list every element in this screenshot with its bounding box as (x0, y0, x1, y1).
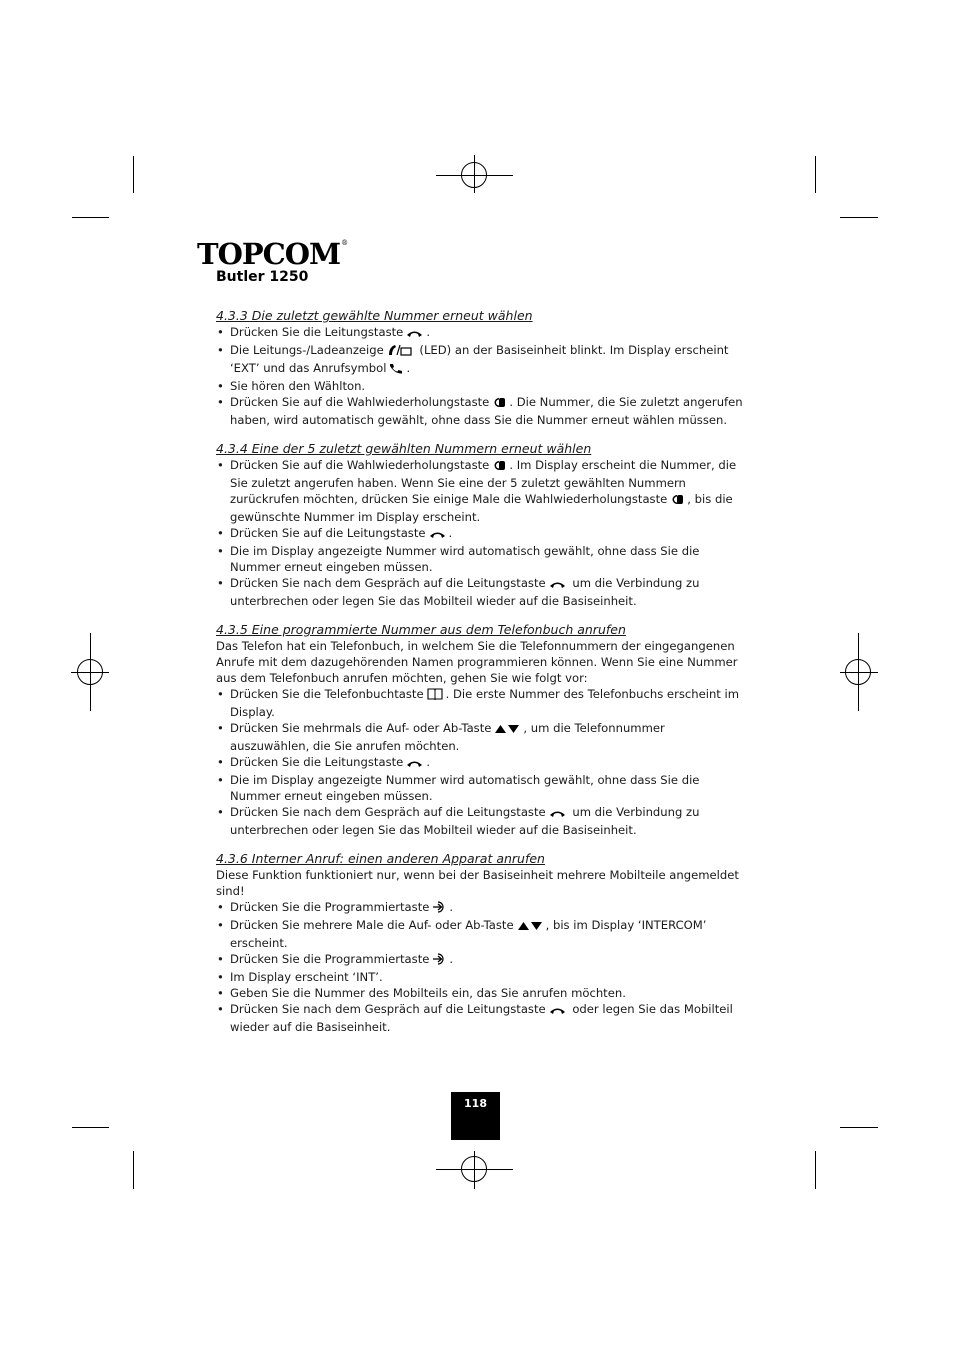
phone-off-hook-icon (429, 527, 446, 543)
item-text: Drücken Sie auf die Wahlwiederholungstaste (230, 458, 490, 472)
program-key-icon (432, 901, 446, 917)
list-item (216, 525, 746, 543)
phone-off-hook-icon (549, 1003, 566, 1019)
section-heading: 4.3.6 Interner Anruf: einen anderen Apparat anrufen (216, 851, 545, 866)
list-item (216, 720, 746, 754)
item-text-after: (LED) an der Basiseinheit blinkt. Im Display erscheint ‘EXT’ und das Anrufsymbol (230, 343, 729, 375)
list-item (216, 457, 746, 525)
item-text-after: . Die Nummer, die Sie zuletzt angerufen haben, wird automatisch gewählt, ohne dass Sie die Nummer erneut wählen müssen. (230, 395, 743, 427)
item-text-after: , bis im Display ‘INTERCOM’ erscheint. (230, 918, 707, 950)
phone-off-hook-icon (549, 806, 566, 822)
call-symbol-icon (389, 362, 403, 378)
list-item (216, 951, 746, 969)
list-item (216, 394, 746, 428)
list-item (216, 575, 746, 609)
section (216, 308, 746, 428)
phone-off-hook-icon (549, 577, 566, 593)
item-text-after: um die Verbindung zu unterbrechen oder legen Sie das Mobilteil wieder auf die Basiseinheit. (230, 805, 700, 837)
item-text: Die Leitungs-/Ladeanzeige (230, 343, 384, 357)
item-text: Drücken Sie mehrere Male die Auf- oder Ab-Taste (230, 918, 514, 932)
item-text-after: . Im Display erscheint die Nummer, die Sie zuletzt angerufen haben. Wenn Sie eine der 5 zuletzt gewählten Nummern zurückrufen möchten, drücken Sie einige Male die Wahlwiederholungstaste (230, 458, 737, 506)
item-text-after: , um die Telefonnummer auszuwählen, die Sie anrufen möchten. (230, 721, 665, 753)
list-item (216, 378, 746, 394)
list-item (216, 543, 746, 575)
item-text: Drücken Sie auf die Leitungstaste (230, 526, 426, 540)
phonebook-icon (427, 687, 443, 704)
bullet-list (216, 324, 746, 428)
page-number: 118 (464, 1097, 487, 1110)
section-heading: 4.3.5 Eine programmierte Nummer aus dem Telefonbuch anrufen (216, 622, 626, 637)
page-number-box (451, 1092, 500, 1140)
item-text: Geben Sie die Nummer des Mobilteils ein, das Sie anrufen möchten. (230, 986, 626, 1000)
topcom-logo: TOPCOM® (197, 237, 348, 271)
line-charge-led-icon (387, 344, 413, 360)
model-name: Butler 1250 (216, 269, 309, 285)
list-item (216, 754, 746, 772)
redial-icon (492, 396, 506, 412)
item-text-after: um die Verbindung zu unterbrechen oder legen Sie das Mobilteil wieder auf die Basiseinheit. (230, 576, 700, 608)
item-text: Die im Display angezeigte Nummer wird automatisch gewählt, ohne dass Sie die Nummer erneut eingeben müssen. (230, 773, 700, 803)
item-text: Drücken Sie nach dem Gespräch auf die Leitungstaste (230, 1002, 546, 1016)
item-text: Drücken Sie die Leitungstaste (230, 325, 404, 339)
list-item (216, 772, 746, 804)
item-text: Drücken Sie die Programmiertaste (230, 952, 430, 966)
phone-off-hook-icon (406, 756, 423, 772)
item-text: Drücken Sie die Leitungstaste (230, 755, 404, 769)
phone-off-hook-icon (406, 326, 423, 342)
item-text-after: oder legen Sie das Mobilteil wieder auf die Basiseinheit. (230, 1002, 733, 1034)
item-text: Drücken Sie nach dem Gespräch auf die Leitungstaste (230, 805, 546, 819)
list-item (216, 985, 746, 1001)
list-item (216, 899, 746, 917)
list-item (216, 917, 746, 951)
up-down-icon (494, 722, 520, 738)
item-text-after: , bis die gewünschte Nummer im Display erscheint. (230, 492, 733, 524)
section-heading: 4.3.3 Die zuletzt gewählte Nummer erneut wählen (216, 308, 533, 323)
program-key-icon (432, 953, 446, 969)
item-text: Sie hören den Wählton. (230, 379, 366, 393)
item-text-after: . (406, 361, 411, 375)
item-text-after: . (426, 755, 430, 769)
redial-icon (492, 459, 506, 475)
section-intro: Diese Funktion funktioniert nur, wenn bei der Basiseinheit mehrere Mobilteile angemeldet sind! (216, 868, 739, 898)
section-intro: Das Telefon hat ein Telefonbuch, in welchem Sie die Telefonnummern der eingegangenen Anrufe mit dem dazugehörenden Namen programmieren können. Wenn Sie eine Nummer aus dem Telefonbuch anrufen möchten, gehen Sie wie folgt vor: (216, 639, 738, 685)
manual-content (216, 308, 746, 1048)
redial-icon (670, 493, 684, 509)
list-item (216, 804, 746, 838)
item-text-after: . Die erste Nummer des Telefonbuchs erscheint im Display. (230, 687, 740, 719)
item-text: Die im Display angezeigte Nummer wird automatisch gewählt, ohne dass Sie die Nummer erneut eingeben müssen. (230, 544, 700, 574)
item-text-after: . (449, 952, 454, 966)
item-text: Drücken Sie die Telefonbuchtaste (230, 687, 424, 701)
bullet-list (216, 457, 746, 609)
item-text: Drücken Sie nach dem Gespräch auf die Leitungstaste (230, 576, 546, 590)
section-heading: 4.3.4 Eine der 5 zuletzt gewählten Nummern erneut wählen (216, 441, 592, 456)
up-down-icon (517, 919, 543, 935)
item-text: Drücken Sie die Programmiertaste (230, 900, 430, 914)
list-item (216, 686, 746, 720)
list-item (216, 324, 746, 342)
list-item (216, 969, 746, 985)
bullet-list (216, 686, 746, 838)
section (216, 622, 746, 838)
item-text-after: . (426, 325, 430, 339)
section (216, 851, 746, 1035)
list-item (216, 1001, 746, 1035)
item-text-after: . (448, 526, 453, 540)
bullet-list (216, 899, 746, 1035)
item-text: Drücken Sie mehrmals die Auf- oder Ab-Taste (230, 721, 492, 735)
list-item (216, 342, 746, 378)
section (216, 441, 746, 609)
item-text-after: . (449, 900, 454, 914)
item-text: Drücken Sie auf die Wahlwiederholungstaste (230, 395, 490, 409)
item-text: Im Display erscheint ‘INT’. (230, 970, 383, 984)
